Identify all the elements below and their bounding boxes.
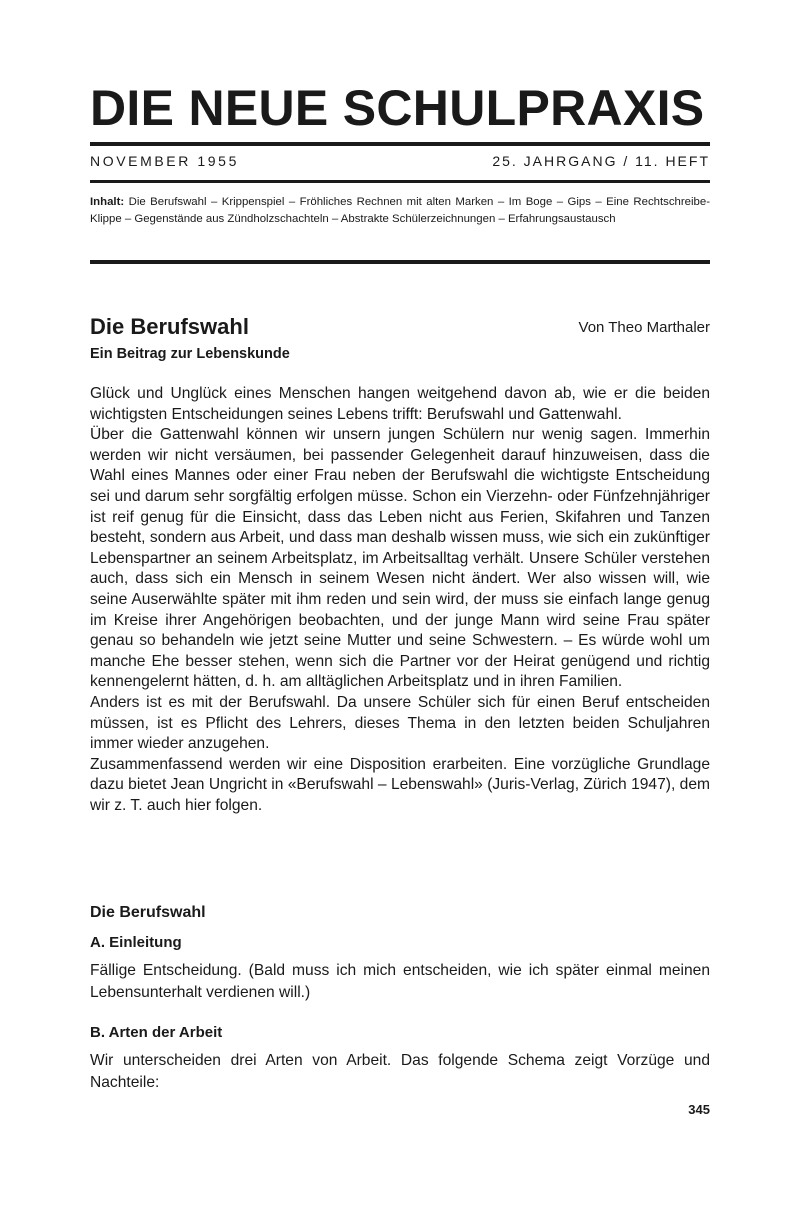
page-number: 345 (688, 1102, 710, 1117)
article-title: Die Berufswahl (90, 314, 249, 339)
contents-rule (90, 260, 710, 264)
section-a-text: Fällige Entscheidung. (Bald muss ich mich entscheiden, wie ich später einmal meinen Lebensunterhalt verdienen will.) (90, 962, 710, 1001)
body-paragraph: Zusammenfassend werden wir eine Disposition erarbeiten. Eine vorzügliche Grundlage dazu bietet Jean Ungricht in «Berufswahl – Lebenswahl» (Juris-Verlag, Zürich 1947), dem wir z. T. auch hier folgen. (90, 755, 710, 814)
issue-date: NOVEMBER 1955 (90, 153, 239, 169)
body-paragraph: Über die Gattenwahl können wir unsern jungen Schülern nur wenig sagen. Immerhin werden wir nicht versäumen, bei passender Gelegenheit darauf hinzuweisen, dass die Wahl eines Mannes oder einer Frau neben der Berufswahl die wichtigste Entscheidung sei und darum sehr sorgfältig erfolgen müsse. Schon ein Vierzehn- oder Fünfzehnjähriger ist reif genug für die Einsicht, dass das Leben nicht aus Ferien, Skifahren und Tanzen besteht, sondern aus Arbeit, und dass man deshalb wissen muss, wie sich ein zukünftiger Lebenspartner an seinem Arbeitsplatz, im Arbeitsalltag verhält. Unsere Schüler verstehen auch, dass sich ein Mensch in seinem Wesen nicht ändert. Wer also wissen will, wie seine Auserwählte später mit ihm reden und sein wird, der muss sie einfach lange genug im Kreise ihrer Angehörigen beobachten, und der junge Mann wird seine Frau später genau so behandeln wie jetzt seine Mutter und seine Schwestern. – Es würde wohl um manche Ehe besser stehen, wenn sich die Partner vor der Heirat genügend und richtig kennengelernt hätten, d. h. am alltäglichen Arbeitsplatz und in ihren Familien. (90, 426, 710, 691)
body-paragraph: Anders ist es mit der Berufswahl. Da unsere Schüler sich für einen Beruf entscheiden müssen, ist es Pflicht des Lehrers, dieses Thema in den letzten beiden Schuljahren immer wieder anzugehen. (90, 693, 710, 753)
article-body (90, 384, 710, 816)
masthead-title: DIE NEUE SCHULPRAXIS (90, 80, 705, 136)
issue-volume: 25. JAHRGANG / 11. HEFT (492, 153, 710, 169)
contents-label: Inhalt: (90, 196, 125, 208)
issue-rule (90, 180, 710, 183)
table-of-contents (90, 194, 710, 228)
contents-text: Die Berufswahl – Krippenspiel – Fröhliches Rechnen mit alten Marken – Im Boge – Gips – Eine Rechtschreibe-Klippe – Gegenstände aus Zündholzschachteln – Abstrakte Schülerzeichnungen – Erfahrungsaustausch (90, 196, 710, 225)
article-subtitle: Ein Beitrag zur Lebenskunde (90, 346, 290, 362)
article-author: Von Theo Marthaler (578, 319, 710, 336)
section-b-heading: B. Arten der Arbeit (90, 1024, 223, 1041)
body-paragraph: Glück und Unglück eines Menschen hangen weitgehend davon ab, wie er die beiden wichtigsten Entscheidungen seines Lebens trifft: Berufswahl und Gattenwahl. (90, 385, 710, 423)
outline-heading: Die Berufswahl (90, 904, 206, 921)
issue-row (90, 152, 710, 170)
section-a-heading: A. Einleitung (90, 934, 182, 951)
section-b-text: Wir unterscheiden drei Arten von Arbeit. Das folgende Schema zeigt Vorzüge und Nachteile: (90, 1052, 710, 1091)
masthead-rule (90, 142, 710, 146)
